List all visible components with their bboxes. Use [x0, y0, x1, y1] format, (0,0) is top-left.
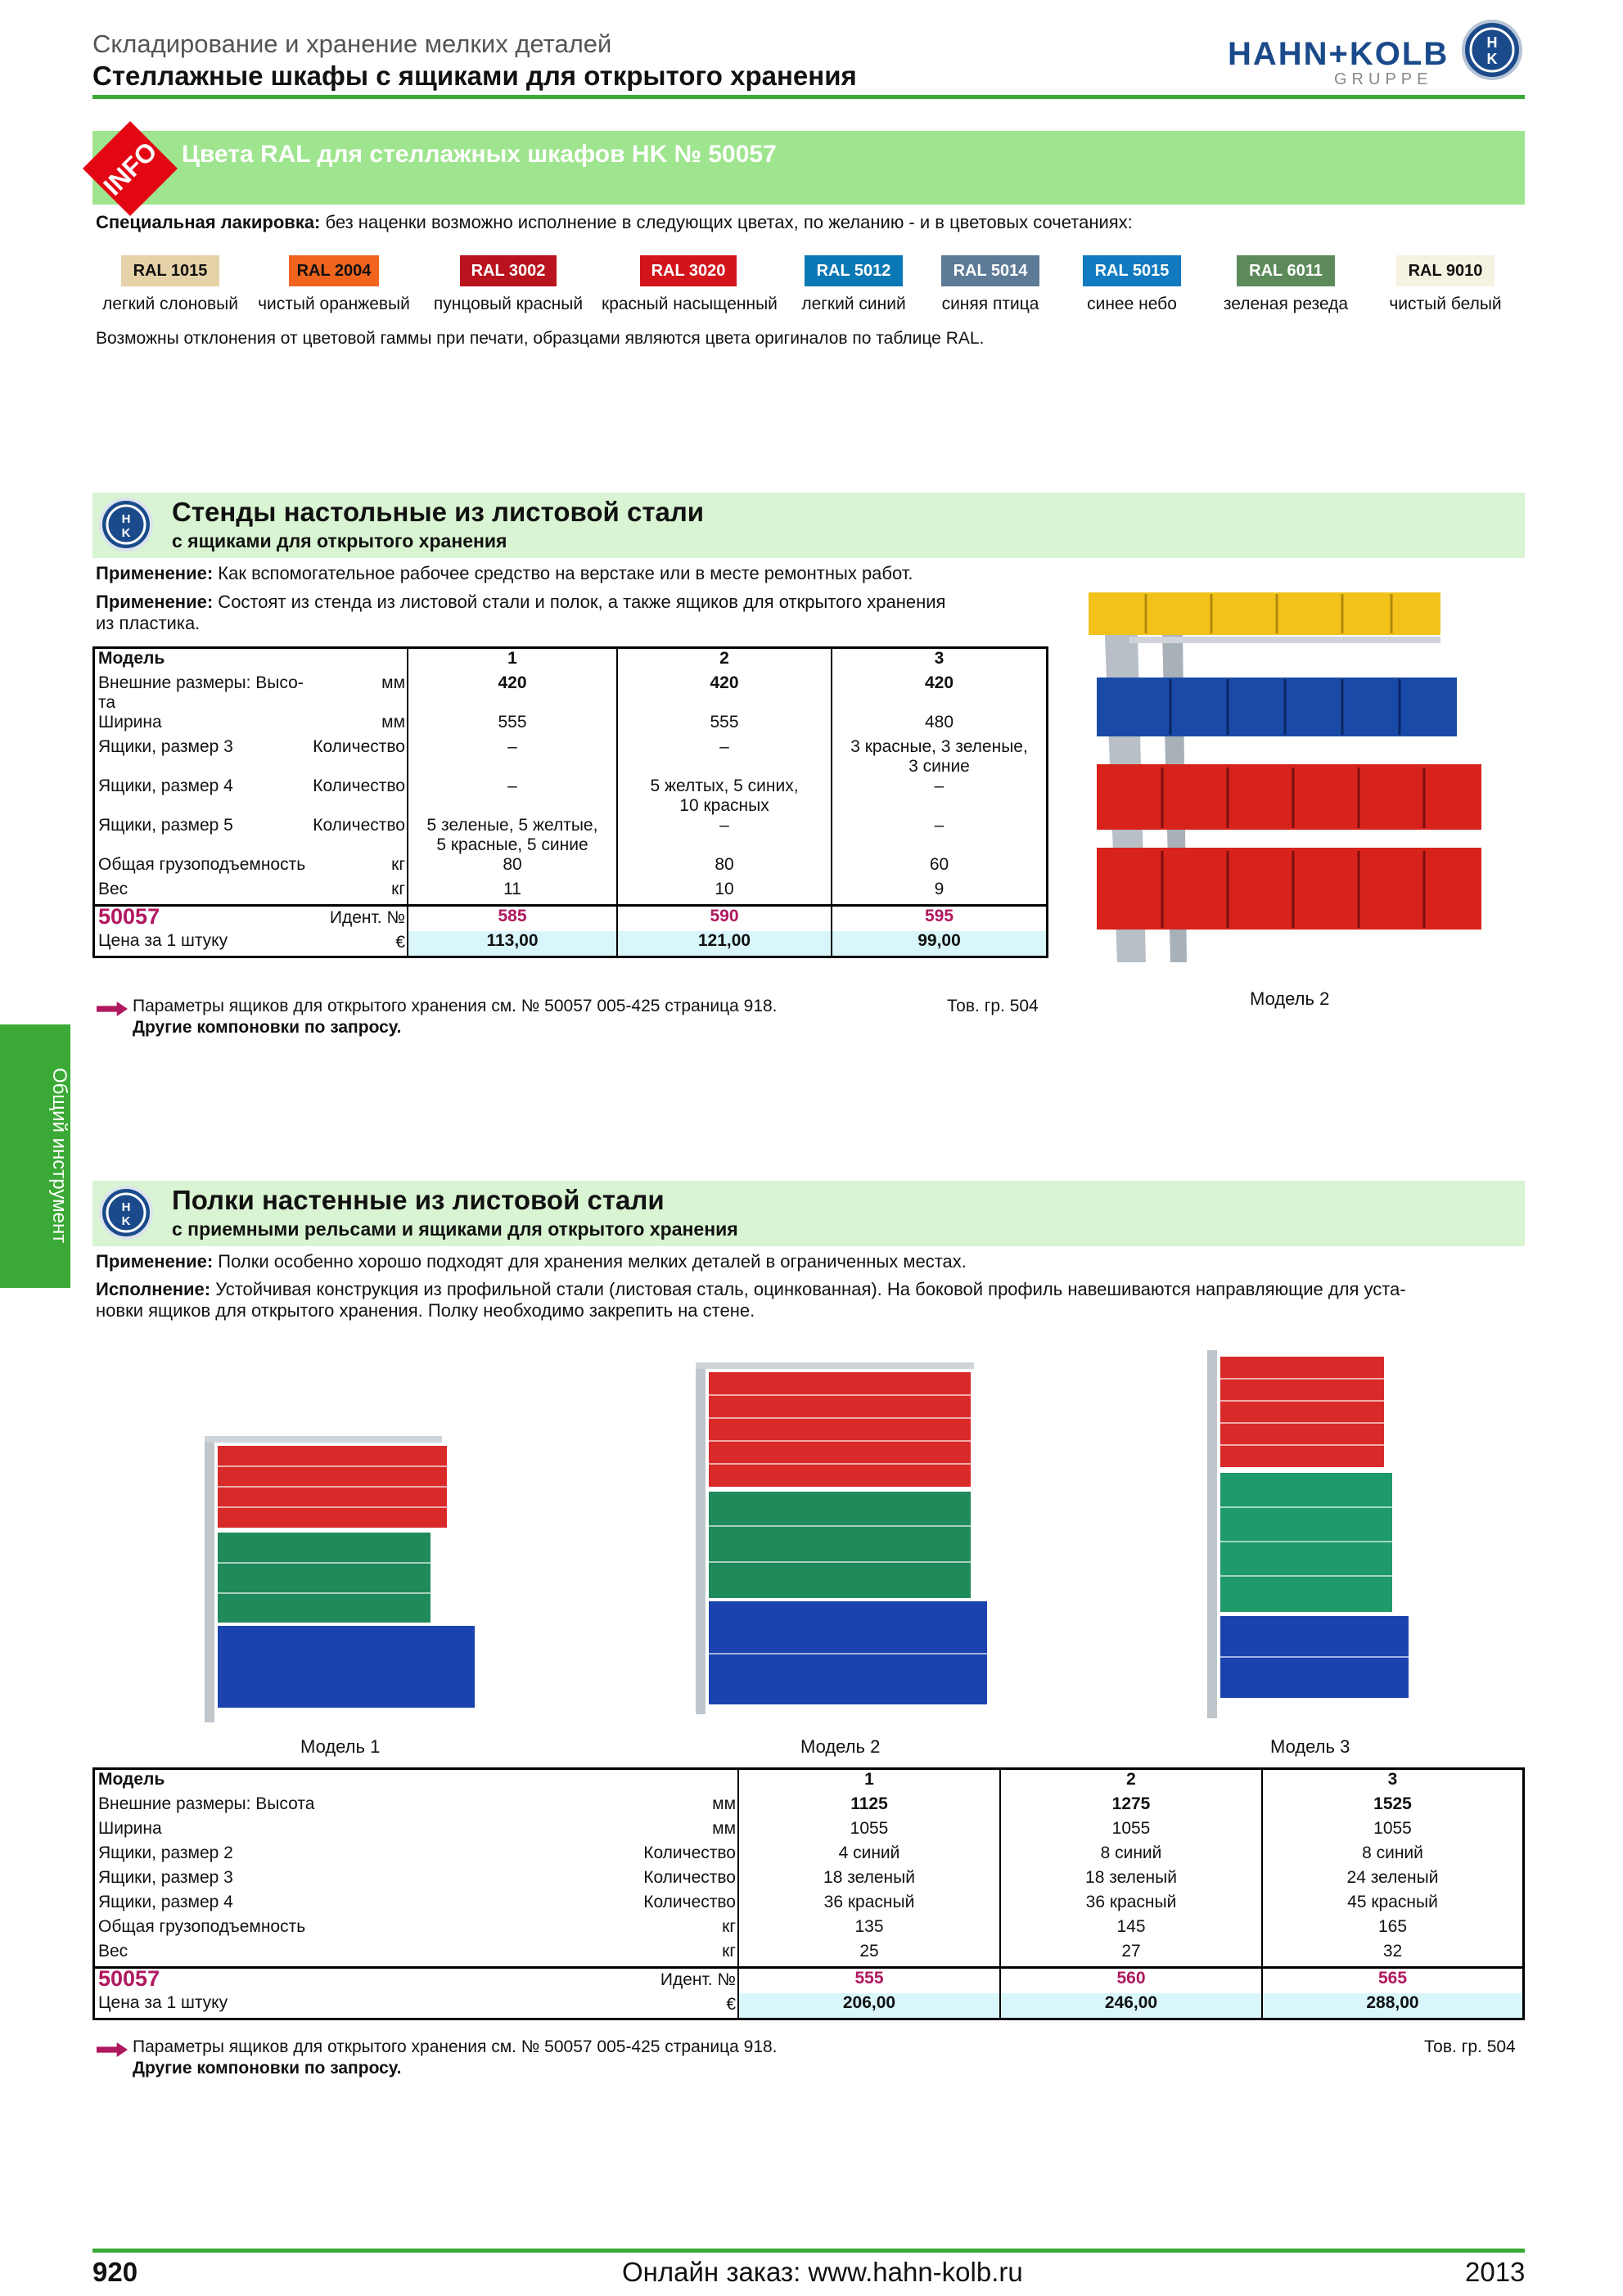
info-lead: [96, 211, 1133, 234]
cell-value: 420: [498, 673, 527, 692]
cell-value: 1525: [1373, 1794, 1412, 1813]
cell-value: –: [934, 816, 944, 835]
table-row: [95, 1917, 1522, 1942]
row-label: Ширина: [98, 713, 162, 732]
table-cell: [738, 1844, 1000, 1868]
table-head-model: 2: [617, 649, 832, 673]
svg-text:H: H: [121, 1200, 131, 1214]
cell-value: 8 синий: [1100, 1844, 1162, 1862]
svg-text:K: K: [1486, 51, 1498, 67]
ral-color-name: легкий слоновый: [101, 295, 238, 313]
cell-value: 11: [503, 880, 521, 898]
table-cell: [617, 673, 832, 713]
section2-table: [92, 1767, 1525, 2020]
row-unit: кг: [391, 880, 405, 898]
row-label: Ящики, размер 3: [98, 1868, 233, 1887]
table-row: [95, 816, 1046, 855]
footer-divider: [92, 2249, 1525, 2253]
ral-chip: RAL 3020: [640, 255, 737, 286]
table-row-label: [95, 1917, 738, 1942]
section2-p1-bold: Применение:: [96, 1251, 214, 1272]
table-cell: [408, 777, 617, 816]
cell-value: 80: [715, 855, 734, 874]
row-unit: Количество: [313, 777, 405, 795]
cell-value: 18 зеленый: [823, 1868, 915, 1887]
price-label: Цена за 1 штуку: [98, 1993, 228, 2012]
info-lead-text: без наценки возможно исполнение в следующих цветах, по желанию - и в цветовых сочетаниях:: [320, 212, 1133, 232]
row-unit: мм: [712, 1794, 736, 1813]
row-unit: мм: [712, 1819, 736, 1838]
section1-table: [92, 646, 1048, 958]
table-stand-image: [1080, 586, 1490, 970]
cell-value: 1055: [1111, 1819, 1151, 1838]
table-head-label: Модель: [98, 649, 165, 668]
row-label: Общая грузоподъемность: [98, 855, 306, 874]
article-cell: [95, 906, 408, 932]
cell-value: –: [719, 737, 729, 756]
info-lead-bold: Специальная лакировка:: [96, 212, 321, 232]
cell-value-cont: 5 красные, 5 синие: [436, 835, 588, 854]
footer-year: 2013: [1465, 2257, 1526, 2287]
row-unit: Количество: [313, 816, 405, 835]
cell-value: 480: [924, 713, 954, 732]
table-row: [95, 1942, 1522, 1968]
cell-value: 5 зеленые, 5 желтые,: [426, 816, 598, 835]
ral-color-name: синее небо: [1087, 295, 1177, 313]
svg-text:H: H: [121, 512, 131, 526]
cell-value-cont: 3 синие: [908, 757, 970, 776]
section1-title: Стенды настольные из листовой стали: [172, 497, 705, 527]
cell-value: 45 красный: [1347, 1893, 1438, 1911]
table-row-label: [95, 1942, 738, 1968]
cell-value: 420: [924, 673, 954, 692]
row-unit: мм: [381, 673, 405, 692]
ral-color-name: чистый белый: [1389, 295, 1502, 313]
cell-value: 165: [1377, 1917, 1408, 1936]
currency-label: €: [726, 1995, 736, 2014]
table-cell: [408, 673, 617, 713]
table-cell: [738, 1819, 1000, 1844]
cell-value: 25: [859, 1942, 879, 1961]
table-cell: [1000, 1844, 1262, 1868]
article-row: [95, 1968, 1522, 1994]
cell-value: 1275: [1111, 1794, 1151, 1813]
cell-value: 24 зеленый: [1346, 1868, 1439, 1887]
table-cell: [617, 713, 832, 737]
info-title: Цвета RAL для стеллажных шкафов HK № 50057: [182, 141, 777, 168]
table-cell: [1262, 1819, 1522, 1844]
page-number: 920: [92, 2257, 138, 2287]
cell-value: 8 синий: [1362, 1844, 1423, 1862]
currency-label: €: [395, 933, 405, 952]
table-cell: [738, 1917, 1000, 1942]
table-row-label: [95, 673, 408, 713]
table-cell: [617, 816, 832, 855]
cell-value: 60: [929, 855, 949, 874]
table-row-label: [95, 777, 408, 816]
cell-value: 36 красный: [1085, 1893, 1177, 1911]
section1-note1: Параметры ящиков для открытого хранения см. № 50057 005-425 страница 918.: [133, 997, 778, 1015]
price-value: 206,00: [738, 1993, 1000, 2018]
cell-value: 420: [710, 673, 739, 692]
ral-color-name: зеленая резеда: [1223, 295, 1349, 313]
table-cell: [832, 880, 1046, 906]
article-number: 50057: [98, 1966, 160, 1991]
svg-text:K: K: [121, 1214, 131, 1228]
table-cell: [738, 1868, 1000, 1893]
cell-value: –: [507, 777, 517, 795]
table-cell: [617, 737, 832, 777]
section2-subtitle: с приемными рельсами и ящиками для открытого хранения: [172, 1218, 738, 1240]
table-row: [95, 1794, 1522, 1819]
ral-chip: RAL 9010: [1396, 255, 1495, 286]
row-unit: мм: [381, 713, 405, 732]
table-row-label: [95, 1794, 738, 1819]
table-cell: [1000, 1794, 1262, 1819]
table-cell: [617, 880, 832, 906]
section2-note2: Другие компоновки по запросу.: [133, 2059, 402, 2078]
ral-chip: RAL 6011: [1237, 255, 1335, 286]
section1-p1: [96, 562, 913, 585]
cell-value: 135: [854, 1917, 884, 1936]
section1-note2: Другие компоновки по запросу.: [133, 1018, 402, 1037]
table-cell: [1000, 1917, 1262, 1942]
section2-note1: Параметры ящиков для открытого хранения см. № 50057 005-425 страница 918.: [133, 2037, 778, 2056]
section1-group: Тов. гр. 504: [947, 997, 1039, 1015]
model2-caption: Модель 2: [800, 1736, 881, 1757]
table-cell: [408, 880, 617, 906]
table-cell: [738, 1893, 1000, 1917]
ral-color-row: [92, 255, 1525, 313]
table-cell: [832, 855, 1046, 880]
section1-p2-text: Состоят из стенда из листовой стали и полок, а также ящиков для открытого хранения: [213, 592, 946, 612]
table-cell: [1262, 1893, 1522, 1917]
model1-caption: Модель 1: [300, 1736, 381, 1757]
table-cell: [1262, 1868, 1522, 1893]
ral-color-name: чистый оранжевый: [258, 295, 410, 313]
svg-text:K: K: [121, 526, 131, 540]
price-value: 99,00: [832, 931, 1046, 956]
logo-sub: GRUPPE: [1334, 70, 1433, 88]
ral-color-name: красный насыщенный: [602, 295, 778, 313]
table-cell: [832, 673, 1046, 713]
cell-value: 1125: [850, 1794, 888, 1813]
row-unit: кг: [722, 1942, 736, 1961]
row-label-cont: та: [98, 693, 116, 712]
table-cell: [408, 713, 617, 737]
table-row-label: [95, 1844, 738, 1868]
price-label-cell: [95, 931, 408, 956]
cell-value: 36 красный: [823, 1893, 915, 1911]
section1-p1-bold: Применение:: [96, 563, 214, 583]
table-header-row: [95, 1770, 1522, 1794]
side-tab-label: Общий инструмент: [48, 1068, 70, 1244]
section2-group: Тов. гр. 504: [1424, 2037, 1516, 2056]
section2-p2-cont: новки ящиков для открытого хранения. Полку необходимо закрепить на стене.: [96, 1300, 755, 1321]
table-head-model: 3: [832, 649, 1046, 673]
info-note: Возможны отклонения от цветовой гаммы при печати, образцами являются цвета оригиналов по таблице RAL.: [96, 329, 985, 348]
cell-value: 10: [715, 880, 734, 898]
section1-p2-bold: Применение:: [96, 592, 214, 612]
row-label: Ящики, размер 4: [98, 777, 233, 795]
info-badge-icon: INFO: [83, 121, 178, 216]
cell-value: 5 желтых, 5 синих,: [650, 777, 799, 795]
cell-value: 18 зеленый: [1085, 1868, 1177, 1887]
section2-p2-text: Устойчивая конструкция из профильной стали (листовая сталь, оцинкованная). На боковой профиль навешиваются направляющие для уста-: [210, 1279, 1406, 1299]
ral-color-name: пунцовый красный: [433, 295, 584, 313]
ral-color-name: синяя птица: [941, 295, 1039, 313]
cell-value: 27: [1121, 1942, 1141, 1961]
ident-number: 560: [1000, 1968, 1262, 1994]
table-cell: [1000, 1893, 1262, 1917]
table-head-model: 2: [1000, 1770, 1262, 1794]
footer-order-link[interactable]: Онлайн заказ: www.hahn-kolb.ru: [622, 2257, 1023, 2287]
price-value: 113,00: [408, 931, 617, 956]
ral-color-name: легкий синий: [801, 295, 906, 313]
ral-chip: RAL 3002: [460, 255, 557, 286]
table-row: [95, 737, 1046, 777]
price-value: 246,00: [1000, 1993, 1262, 2018]
table-row: [95, 673, 1046, 713]
table-head-model: 1: [408, 649, 617, 673]
cell-value-cont: 10 красных: [679, 796, 769, 815]
row-label: Ширина: [98, 1819, 162, 1838]
ral-chip: RAL 1015: [121, 255, 219, 286]
ral-chip: RAL 5015: [1083, 255, 1181, 286]
row-unit: Количество: [643, 1868, 736, 1887]
table-row-label: [95, 880, 408, 906]
header-subtitle: Складирование и хранение мелких деталей: [92, 29, 612, 58]
row-label: Ящики, размер 2: [98, 1844, 233, 1862]
section1-p2: [96, 591, 945, 614]
model3-caption: Модель 3: [1270, 1736, 1350, 1757]
cell-value: 80: [503, 855, 522, 874]
ident-number: 590: [617, 906, 832, 932]
table-head-label: Модель: [98, 1770, 165, 1789]
ral-chip: RAL 2004: [289, 255, 379, 286]
table-cell: [738, 1942, 1000, 1968]
table-cell: [408, 737, 617, 777]
table-cell: [408, 855, 617, 880]
table-row: [95, 1893, 1522, 1917]
svg-text:H: H: [1486, 34, 1498, 51]
row-label: Ящики, размер 5: [98, 816, 233, 835]
table-row: [95, 1844, 1522, 1868]
price-row: [95, 931, 1046, 956]
row-label: Вес: [98, 880, 128, 898]
table-row-label: [95, 713, 408, 737]
article-row: [95, 906, 1046, 932]
row-unit: Количество: [643, 1893, 736, 1911]
article-number: 50057: [98, 904, 160, 929]
row-label: Общая грузоподъемность: [98, 1917, 306, 1936]
section2-title: Полки настенные из листовой стали: [172, 1185, 665, 1215]
row-unit: кг: [391, 855, 405, 874]
section2-p2-bold: Исполнение:: [96, 1279, 211, 1299]
cell-value: 1055: [1373, 1819, 1412, 1838]
ident-number: 565: [1262, 1968, 1522, 1994]
table-row: [95, 855, 1046, 880]
cell-value: 9: [934, 880, 944, 898]
table-cell: [617, 855, 832, 880]
logo-text: HAHN+KOLB: [1228, 36, 1449, 72]
table-row: [95, 713, 1046, 737]
wall-shelf-model1-image: [205, 1436, 475, 1722]
cell-value: 555: [710, 713, 739, 732]
cell-value: 145: [1116, 1917, 1146, 1936]
ident-label: Идент. №: [329, 908, 405, 927]
table-cell: [1000, 1942, 1262, 1968]
table-row: [95, 777, 1046, 816]
row-unit: Количество: [313, 737, 405, 756]
arrow-icon: [97, 2042, 128, 2057]
hk-seal-icon: [99, 1186, 153, 1240]
table-cell: [1262, 1917, 1522, 1942]
table-row-label: [95, 1868, 738, 1893]
table-cell: [1262, 1794, 1522, 1819]
wall-shelf-model2-image: [696, 1362, 990, 1714]
ident-label: Идент. №: [660, 1970, 736, 1989]
price-value: 121,00: [617, 931, 832, 956]
table-head-model: 1: [738, 1770, 1000, 1794]
row-label: Внешние размеры: Высо-: [98, 673, 304, 692]
price-row: [95, 1993, 1522, 2018]
price-label-cell: [95, 1993, 738, 2018]
section1-p1-text: Как вспомогательное рабочее средство на верстаке или в месте ремонтных работ.: [213, 563, 913, 583]
row-label: Ящики, размер 4: [98, 1893, 233, 1911]
hk-seal-icon: [99, 497, 153, 551]
table-row: [95, 1868, 1522, 1893]
table-row-label: [95, 816, 408, 855]
table-cell: [1000, 1868, 1262, 1893]
table-cell: [832, 713, 1046, 737]
table-cell: [738, 1794, 1000, 1819]
section2-p2: [96, 1278, 1406, 1301]
table-head-model: 3: [1262, 1770, 1522, 1794]
price-value: 288,00: [1262, 1993, 1522, 2018]
section2-p1: [96, 1250, 967, 1273]
table-row: [95, 1819, 1522, 1844]
table-cell: [1000, 1819, 1262, 1844]
table-header-row: [95, 649, 1046, 673]
article-cell: [95, 1968, 738, 1994]
cell-value: 1055: [850, 1819, 889, 1838]
cell-value: –: [934, 777, 944, 795]
table-cell: [832, 737, 1046, 777]
row-label: Вес: [98, 1942, 128, 1961]
table-row: [95, 880, 1046, 906]
cell-value: 4 синий: [838, 1844, 900, 1862]
arrow-icon: [97, 1002, 128, 1016]
wall-shelf-model3-image: [1207, 1350, 1420, 1718]
row-label: Ящики, размер 3: [98, 737, 233, 756]
logo-seal-icon: [1462, 20, 1522, 80]
section1-subtitle: с ящиками для открытого хранения: [172, 530, 507, 551]
ident-number: 585: [408, 906, 617, 932]
table-cell: [832, 816, 1046, 855]
table-row-label: [95, 1893, 738, 1917]
row-unit: кг: [722, 1917, 736, 1936]
table-row-label: [95, 1819, 738, 1844]
header-divider: [92, 95, 1525, 99]
table-cell: [832, 777, 1046, 816]
cell-value: 3 красные, 3 зеленые,: [850, 737, 1028, 756]
table-cell: [617, 777, 832, 816]
price-label: Цена за 1 штуку: [98, 931, 228, 950]
ident-number: 595: [832, 906, 1046, 932]
table-row-label: [95, 855, 408, 880]
cell-value: 32: [1382, 1942, 1403, 1961]
ident-number: 555: [738, 1968, 1000, 1994]
section1-image-caption: Модель 2: [1250, 988, 1330, 1009]
cell-value: 555: [498, 713, 527, 732]
page-title: Стеллажные шкафы с ящиками для открытого хранения: [92, 61, 857, 91]
cell-value: –: [507, 737, 517, 756]
ral-chip: RAL 5012: [805, 255, 903, 286]
table-row-label: [95, 737, 408, 777]
table-cell: [1262, 1942, 1522, 1968]
section1-p2-cont: из пластика.: [96, 613, 201, 633]
row-label: Внешние размеры: Высота: [98, 1794, 315, 1813]
cell-value: –: [719, 816, 729, 835]
table-cell: [408, 816, 617, 855]
ral-chip: RAL 5014: [941, 255, 1039, 286]
table-cell: [1262, 1844, 1522, 1868]
section2-p1-text: Полки особенно хорошо подходят для хранения мелких деталей в ограниченных местах.: [213, 1251, 967, 1272]
row-unit: Количество: [643, 1844, 736, 1862]
